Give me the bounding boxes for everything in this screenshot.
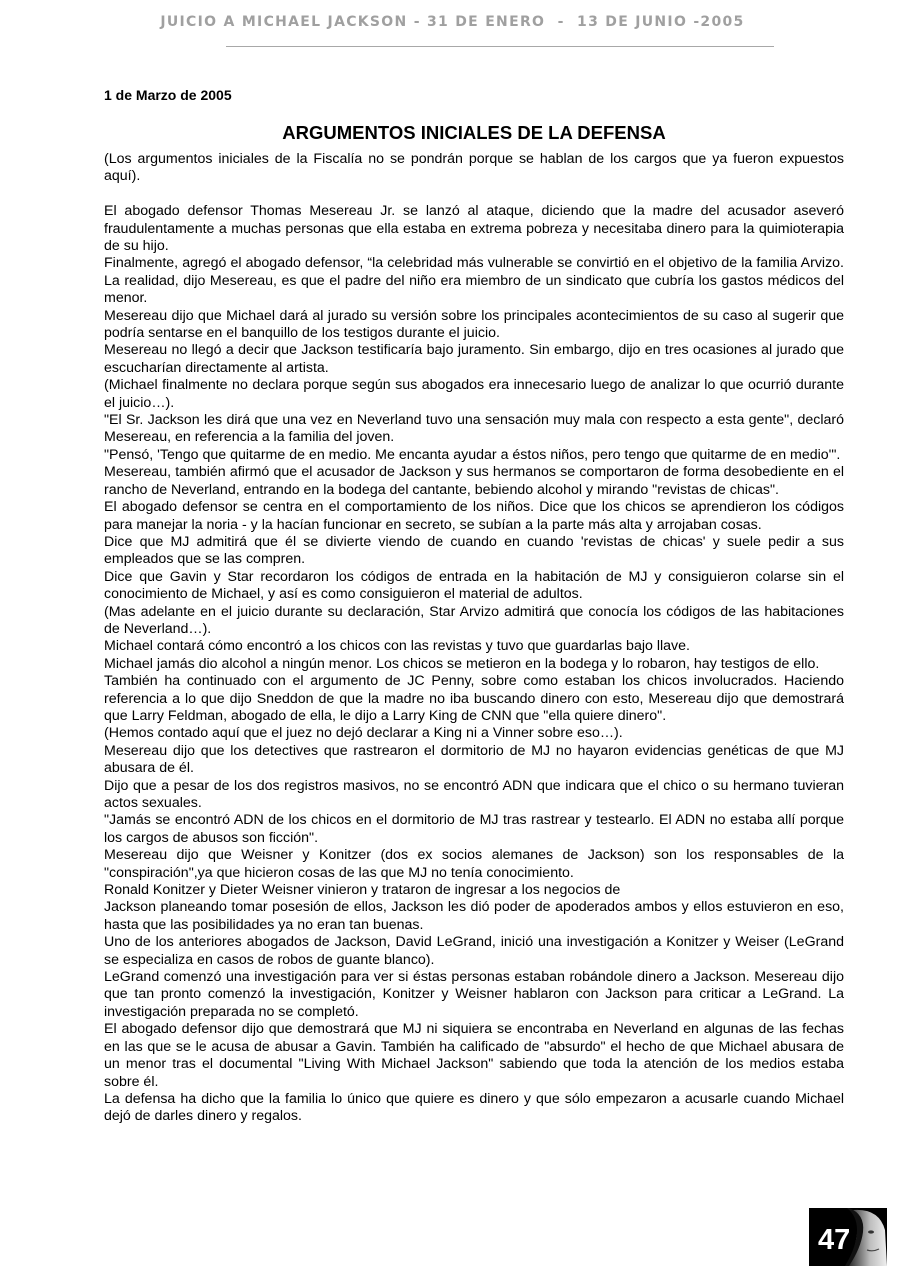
paragraph: El abogado defensor dijo que demostrará que MJ ni siquiera se encontraba en Neverland en algunas de las fechas en las que se le acusa de abusar a Gavin. También ha calificado de "absurdo" el hecho de que Michael abusara de un menor tras el documental "Living With Michael Jackson" sabiendo que toda la atención de los medios estaba sobre él. <box>104 1021 844 1090</box>
paragraph: Jackson planeando tomar posesión de ellos, Jackson les dió poder de apoderados ambos y ellos estuvieron en eso, hasta que las posibilidades ya no eran tan buenas. <box>104 899 844 933</box>
paragraph: (Los argumentos iniciales de la Fiscalía no se pondrán porque se hablan de los cargos que ya fueron expuestos aquí). <box>104 151 844 185</box>
document-date: 1 de Marzo de 2005 <box>104 87 232 103</box>
paragraph: También ha continuado con el argumento de JC Penny, sobre como estaban los chicos involucrados. Haciendo referencia a lo que dijo Sneddon de que la madre no iba buscando dinero con esto, Mesereau dijo que demostrará que Larry Feldman, abogado de ella, le dijo a Larry King de CNN que "ella quiere dinero". <box>104 673 844 724</box>
paragraph: "Jamás se encontró ADN de los chicos en el dormitorio de MJ tras rastrear y testearlo. El ADN no estaba allí porque los cargos de abusos son ficción". <box>104 812 844 846</box>
paragraph: Mesereau no llegó a decir que Jackson testificaría bajo juramento. Sin embargo, dijo en tres ocasiones al jurado que escucharían directamente al artista. <box>104 342 844 376</box>
paragraph: Ronald Konitzer y Dieter Weisner vinieron y trataron de ingresar a los negocios de <box>104 882 621 899</box>
paragraph: LeGrand comenzó una investigación para ver si éstas personas estaban robándole dinero a Jackson. Mesereau dijo que tan pronto comenzó la investigación, Konitzer y Weisner hablaron con Jackson para criticar a LeGrand. La investigación preparada no se completó. <box>104 969 844 1020</box>
paragraph: Dice que Gavin y Star recordaron los códigos de entrada en la habitación de MJ y consiguieron colarse sin el conocimiento de Michael, y así es como consiguieron el material de adultos. <box>104 568 844 603</box>
paragraph: Dice que MJ admitirá que él se divierte viendo de cuando en cuando 'revistas de chicas' y suele pedir a sus empleados que se las compren. <box>104 533 844 568</box>
paragraph: El abogado defensor se centra en el comportamiento de los niños. Dice que los chicos se aprendieron los códigos para manejar la noria - y la hacían funcionar en secreto, se subían a la parte más alta y arrojaban cosas. <box>104 499 844 533</box>
paragraph: Finalmente, agregó el abogado defensor, “la celebridad más vulnerable se convirtió en el objetivo de la familia Arvizo. La realidad, dijo Mesereau, es que el padre del niño era miembro de un sindicato que cubría los gastos médicos del menor. <box>104 255 844 307</box>
paragraph: (Hemos contado aquí que el juez no dejó declarar a King ni a Vinner sobre eso…). <box>104 725 623 742</box>
page-number: 47 <box>818 1224 851 1256</box>
paragraph: Uno de los anteriores abogados de Jackson, David LeGrand, inició una investigación a Konitzer y Weiser (LeGrand se especializa en casos de robos de guante blanco). <box>104 934 844 968</box>
paragraph: (Michael finalmente no declara porque según sus abogados era innecesario luego de analizar lo que ocurrió durante el juicio…). <box>104 377 844 411</box>
page-title: ARGUMENTOS INICIALES DE LA DEFENSA <box>282 122 666 143</box>
paragraph-spacer <box>104 186 844 203</box>
paragraph: Dijo que a pesar de los dos registros masivos, no se encontró ADN que indicara que el chico o su hermano tuvieran actos sexuales. <box>104 777 844 812</box>
paragraph: "Pensó, 'Tengo que quitarme de en medio. Me encanta ayudar a éstos niños, pero tengo que quitarme de en medio'". <box>104 446 841 463</box>
paragraph: Michael contará cómo encontró a los chicos con las revistas y tuvo que guardarlas bajo llave. <box>104 638 690 655</box>
running-header-title: JUICIO A MICHAEL JACKSON - 31 DE ENERO - 13 DE JUNIO -2005 <box>160 14 745 30</box>
document-body <box>104 151 844 1126</box>
paragraph: Mesereau dijo que los detectives que rastrearon el dormitorio de MJ no hayaron evidencias genéticas de que MJ abusara de él. <box>104 742 844 777</box>
paragraph: Mesereau dijo que Michael dará al jurado su versión sobre los principales acontecimientos de su caso al sugerir que podría sentarse en el banquillo de los testigos durante el juicio. <box>104 307 844 342</box>
paragraph: (Mas adelante en el juicio durante su declaración, Star Arvizo admitirá que conocía los códigos de las habitaciones de Neverland…). <box>104 603 844 637</box>
paragraph: "El Sr. Jackson les dirá que una vez en Neverland tuvo una sensación muy mala con respecto a esta gente", declaró Mesereau, en referencia a la familia del joven. <box>104 412 844 446</box>
paragraph: El abogado defensor Thomas Mesereau Jr. se lanzó al ataque, diciendo que la madre del acusador aseveró fraudulentamente a muchas personas que ella estaba en extrema pobreza y necesitaba dinero para la quimioterapia de su hijo. <box>104 203 844 255</box>
paragraph: La defensa ha dicho que la familia lo único que quiere es dinero y que sólo empezaron a acusarle cuando Michael dejó de darles dinero y regalos. <box>104 1090 844 1125</box>
paragraph: Michael jamás dio alcohol a ningún menor. Los chicos se metieron en la bodega y lo robaron, hay testigos de ello. <box>104 655 820 672</box>
paragraph: Mesereau, también afirmó que el acusador de Jackson y sus hermanos se comportaron de forma desobediente en el rancho de Neverland, entrando en la bodega del cantante, bebiendo alcohol y mirando "revistas de chicas". <box>104 464 844 498</box>
header-divider <box>226 46 774 47</box>
paragraph: Mesereau dijo que Weisner y Konitzer (dos ex socios alemanes de Jackson) son los responsables de la "conspiración",ya que hicieron cosas de las que MJ no tenía conocimiento. <box>104 847 844 881</box>
